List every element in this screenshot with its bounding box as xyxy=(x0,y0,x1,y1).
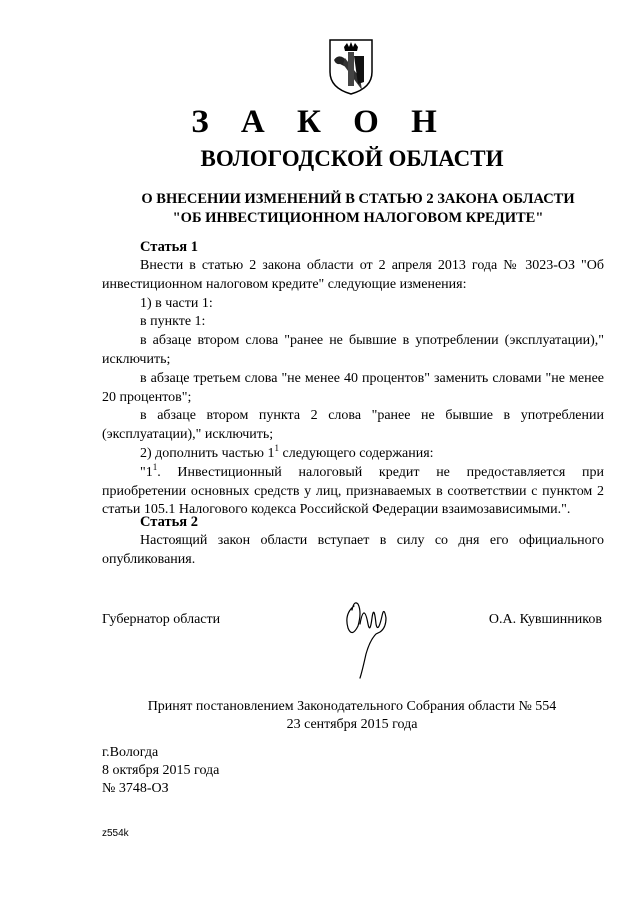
article-2 xyxy=(102,513,604,570)
region-title: ВОЛОГОДСКОЙ ОБЛАСТИ xyxy=(200,146,504,171)
para-7-text-end: следующего содержания: xyxy=(279,445,434,461)
coat-of-arms-icon xyxy=(328,38,374,96)
article-1-title: Статья 1 xyxy=(140,239,198,255)
adoption-line-1: Принят постановлением Законодательного Собрания области № 554 xyxy=(147,699,557,714)
law-title: З А К О Н xyxy=(191,104,449,140)
article-1-para-4: в абзаце втором слова "ранее не бывшие в употреблении (эксплуатации)," исключить; xyxy=(102,333,604,367)
article-1-para-5: в абзаце третьем слова "не менее 40 процентов" заменить словами "не менее 20 процентов"; xyxy=(102,370,604,405)
adoption-line-2: 23 сентября 2015 года xyxy=(286,717,418,732)
article-1-para-7 xyxy=(102,442,604,464)
superscript: 1 xyxy=(152,461,158,472)
article-1-para-3: в пункте 1: xyxy=(140,314,206,330)
law-heading xyxy=(90,190,626,228)
heading-line-2: "ОБ ИНВЕСТИЦИОННОМ НАЛОГОВОМ КРЕДИТЕ" xyxy=(172,210,544,226)
article-2-para-1: Настоящий закон области вступает в силу со дня его официального опубликования. xyxy=(102,533,604,567)
article-1-para-1: Внести в статью 2 закона области от 2 апреля 2013 года № 3023-ОЗ "Об инвестиционном налоговом кредите" следующие изменения: xyxy=(102,258,604,292)
para-8-text-end: . Инвестиционный налоговый кредит не предоставляется при приобретении основных средств у лиц, признаваемых в соответствии с пунктом 2 статьи 105.1 Налогового кодекса Российской Федерации взаимозависимыми.". xyxy=(102,464,604,518)
document-number: № 3748-ОЗ xyxy=(102,781,169,796)
document-meta xyxy=(102,744,219,798)
adoption-note xyxy=(0,698,640,734)
document-date: 8 октября 2015 года xyxy=(102,763,220,778)
heading-line-1: О ВНЕСЕНИИ ИЗМЕНЕНИЙ В СТАТЬЮ 2 ЗАКОНА ОБЛАСТИ xyxy=(141,191,575,207)
para-8-text: "1 xyxy=(140,464,153,480)
article-1-para-8 xyxy=(102,461,604,520)
superscript: 1 xyxy=(274,442,279,453)
handwritten-signature-icon xyxy=(340,594,396,680)
article-1 xyxy=(102,238,604,520)
signatory-name: О.А. Кувшинников xyxy=(488,612,602,627)
document-code: z554k xyxy=(102,828,129,839)
article-1-para-6: в абзаце втором пункта 2 слова "ранее не бывшие в употреблении (эксплуатации)," исключить; xyxy=(102,408,604,443)
para-7-text: 2) дополнить частью 1 xyxy=(140,445,275,461)
article-2-title: Статья 2 xyxy=(140,514,198,530)
article-1-para-2: 1) в части 1: xyxy=(140,295,213,311)
signatory-position: Губернатор области xyxy=(102,612,221,627)
city: г.Вологда xyxy=(102,745,159,760)
